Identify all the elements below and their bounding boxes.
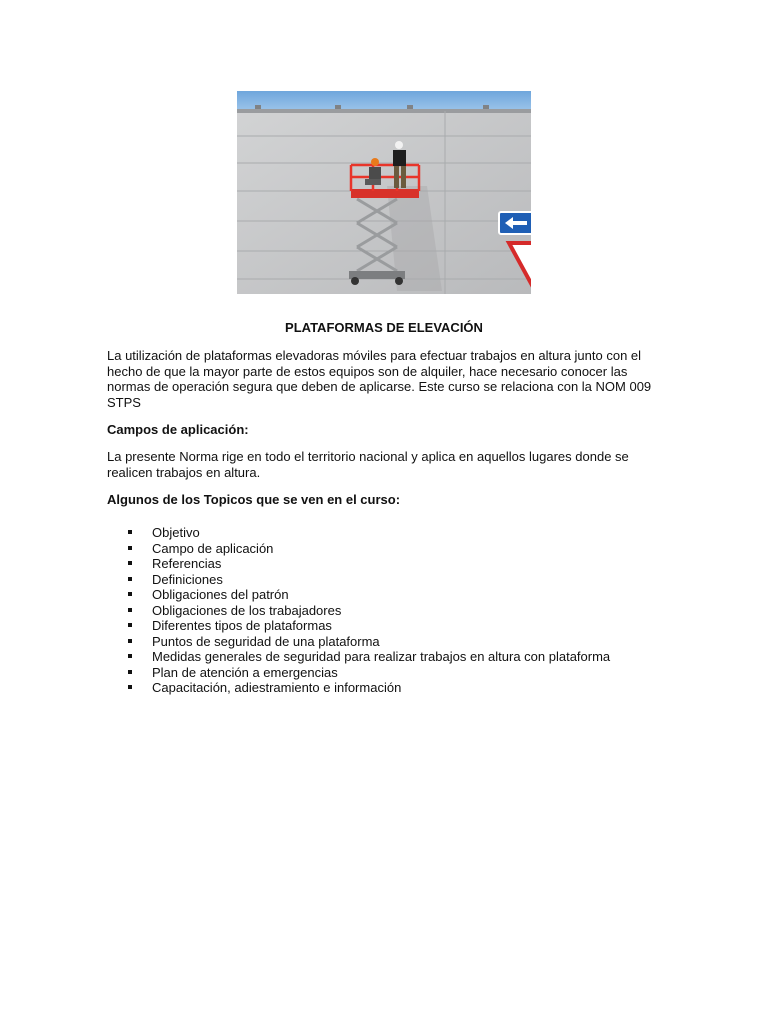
- scissor-lift-photo: [237, 91, 531, 294]
- bullet-icon: [128, 592, 132, 596]
- page-title: PLATAFORMAS DE ELEVACIÓN: [285, 320, 483, 335]
- topic-item: [128, 556, 688, 572]
- topic-label: Obligaciones de los trabajadores: [152, 602, 342, 618]
- bullet-icon: [128, 530, 132, 534]
- topic-label: Objetivo: [152, 525, 200, 540]
- topic-item: [128, 680, 688, 696]
- topic-item: [128, 525, 688, 541]
- topic-item: [128, 665, 688, 681]
- topic-item: [128, 634, 688, 650]
- topic-label: Diferentes tipos de plataformas: [152, 618, 332, 633]
- topic-item: [128, 572, 688, 588]
- topic-item: [128, 618, 688, 634]
- application-paragraph: La presente Norma rige en todo el territorio nacional y aplica en aquellos lugares donde se realicen trabajos en altura.: [107, 449, 629, 480]
- topic-label: Obligaciones del patrón: [152, 587, 289, 602]
- topic-item: [128, 649, 688, 665]
- topic-label: Medidas generales de seguridad para realizar trabajos en altura con plataforma: [152, 649, 611, 664]
- section-heading-topics: Algunos de los Topicos que se ven en el curso:: [107, 492, 401, 507]
- bullet-icon: [128, 546, 132, 550]
- bullet-icon: [128, 639, 132, 643]
- topic-label: Campo de aplicación: [152, 540, 274, 556]
- topic-item: [128, 587, 688, 603]
- topic-label: Capacitación, adiestramiento e información: [152, 680, 402, 695]
- topic-label: Referencias: [152, 556, 222, 571]
- topic-label: Puntos de seguridad de una plataforma: [152, 633, 380, 649]
- bullet-icon: [128, 654, 132, 658]
- bullet-icon: [128, 670, 132, 674]
- intro-paragraph: La utilización de plataformas elevadoras móviles para efectuar trabajos en altura junto con el hecho de que la mayor parte de estos equipos son de alquiler, hace necesario conocer las normas de operación segura que deben de aplicarse. Este curso se relaciona con la NOM 009 STPS: [107, 348, 652, 410]
- topic-label: Plan de atención a emergencias: [152, 664, 338, 680]
- bullet-icon: [128, 577, 132, 581]
- bullet-icon: [128, 685, 132, 689]
- topics-list: [128, 525, 688, 696]
- bullet-icon: [128, 561, 132, 565]
- bullet-icon: [128, 608, 132, 612]
- section-heading-application: Campos de aplicación:: [107, 422, 249, 437]
- bullet-icon: [128, 623, 132, 627]
- topic-label: Definiciones: [152, 571, 223, 587]
- topic-item: [128, 603, 688, 619]
- topic-item: [128, 541, 688, 557]
